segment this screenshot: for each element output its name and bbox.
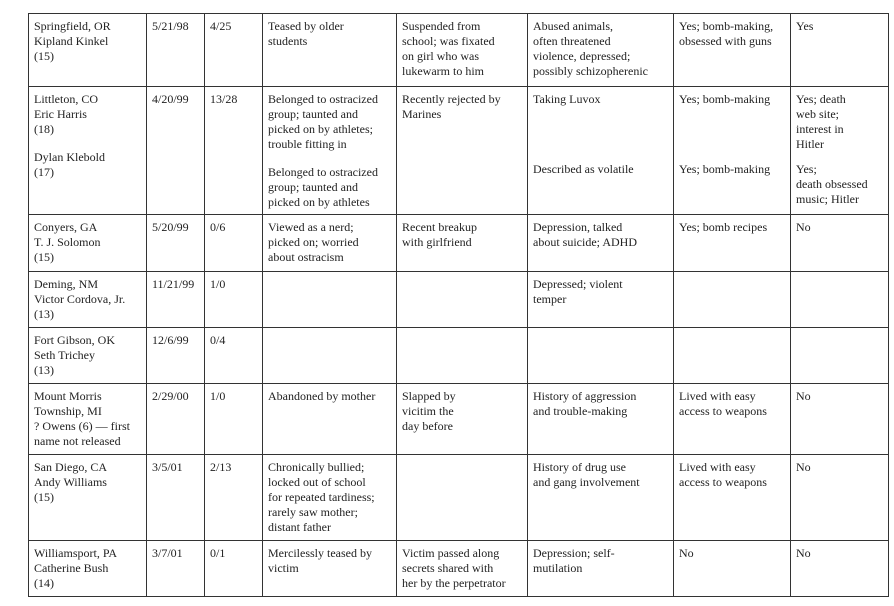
table-cell: Abandoned by mother [263, 384, 397, 455]
table-cell: 2/13 [205, 455, 263, 541]
table-row [29, 14, 889, 87]
table-cell: Belonged to ostracized group; taunted and picked on by athletes; trouble fitting in Belonged to ostracized group; taunted and picked on by athletes [263, 87, 397, 215]
table-row [29, 328, 889, 384]
table-cell [397, 328, 528, 384]
table-cell [791, 328, 889, 384]
table-cell: Yes; death web site; interest in Hitler Yes; death obsessed music; Hitler [791, 87, 889, 215]
table-cell: 0/6 [205, 215, 263, 272]
table-cell: Yes; bomb-making Yes; bomb-making [674, 87, 791, 215]
table-row [29, 384, 889, 455]
table-cell: Lived with easy access to weapons [674, 384, 791, 455]
table-cell [397, 272, 528, 328]
table-row [29, 455, 889, 541]
table-cell: 1/0 [205, 272, 263, 328]
table-cell: Lived with easy access to weapons [674, 455, 791, 541]
table-cell: Depressed; violent temper [528, 272, 674, 328]
table-cell: 13/28 [205, 87, 263, 215]
table-cell [791, 272, 889, 328]
table-cell: Viewed as a nerd; picked on; worried about ostracism [263, 215, 397, 272]
table-cell: Chronically bullied; locked out of school for repeated tardiness; rarely saw mother; distant father [263, 455, 397, 541]
table-cell: Teased by older students [263, 14, 397, 87]
table-cell: 5/20/99 [147, 215, 205, 272]
table-cell: Yes [791, 14, 889, 87]
table-cell: Mercilessly teased by victim [263, 541, 397, 597]
table-cell: Taking Luvox Described as volatile [528, 87, 674, 215]
table-row [29, 272, 889, 328]
table-cell: Williamsport, PA Catherine Bush (14) [29, 541, 147, 597]
table-cell: Depression, talked about suicide; ADHD [528, 215, 674, 272]
table-cell: 3/7/01 [147, 541, 205, 597]
table-cell: No [791, 215, 889, 272]
table-cell: Conyers, GA T. J. Solomon (15) [29, 215, 147, 272]
table-cell: Yes; bomb-making, obsessed with guns [674, 14, 791, 87]
table-cell: Abused animals, often threatened violence, depressed; possibly schizopherenic [528, 14, 674, 87]
table-cell: 0/4 [205, 328, 263, 384]
table-cell: Suspended from school; was fixated on girl who was lukewarm to him [397, 14, 528, 87]
table-cell [528, 328, 674, 384]
shootings-table [28, 13, 889, 597]
table-cell: Recent breakup with girlfriend [397, 215, 528, 272]
table-cell: No [791, 455, 889, 541]
table-cell [263, 272, 397, 328]
table-body [29, 14, 889, 597]
table-cell: 11/21/99 [147, 272, 205, 328]
table-cell: Victim passed along secrets shared with her by the perpetrator [397, 541, 528, 597]
table-cell: Fort Gibson, OK Seth Trichey (13) [29, 328, 147, 384]
table-cell: 1/0 [205, 384, 263, 455]
table-cell: 2/29/00 [147, 384, 205, 455]
table-cell: Mount Morris Township, MI ? Owens (6) — first name not released [29, 384, 147, 455]
table-cell: 5/21/98 [147, 14, 205, 87]
table-row [29, 541, 889, 597]
table-cell: No [791, 384, 889, 455]
table-cell: Slapped by vicitim the day before [397, 384, 528, 455]
table-cell: Recently rejected by Marines [397, 87, 528, 215]
table-cell [674, 328, 791, 384]
table-row [29, 215, 889, 272]
table-cell [397, 455, 528, 541]
table-cell: 4/20/99 [147, 87, 205, 215]
table-cell: No [674, 541, 791, 597]
table-cell: History of aggression and trouble-making [528, 384, 674, 455]
table-row [29, 87, 889, 215]
table-cell: Yes; bomb recipes [674, 215, 791, 272]
table-cell: San Diego, CA Andy Williams (15) [29, 455, 147, 541]
table-cell [263, 328, 397, 384]
table-cell: 0/1 [205, 541, 263, 597]
table-cell: Springfield, OR Kipland Kinkel (15) [29, 14, 147, 87]
table-cell: Littleton, CO Eric Harris (18) Dylan Klebold (17) [29, 87, 147, 215]
table-cell [674, 272, 791, 328]
table-cell: 3/5/01 [147, 455, 205, 541]
table-cell: 12/6/99 [147, 328, 205, 384]
table-cell: Depression; self- mutilation [528, 541, 674, 597]
table-cell: History of drug use and gang involvement [528, 455, 674, 541]
table-cell: Deming, NM Victor Cordova, Jr. (13) [29, 272, 147, 328]
table-cell: No [791, 541, 889, 597]
table-cell: 4/25 [205, 14, 263, 87]
